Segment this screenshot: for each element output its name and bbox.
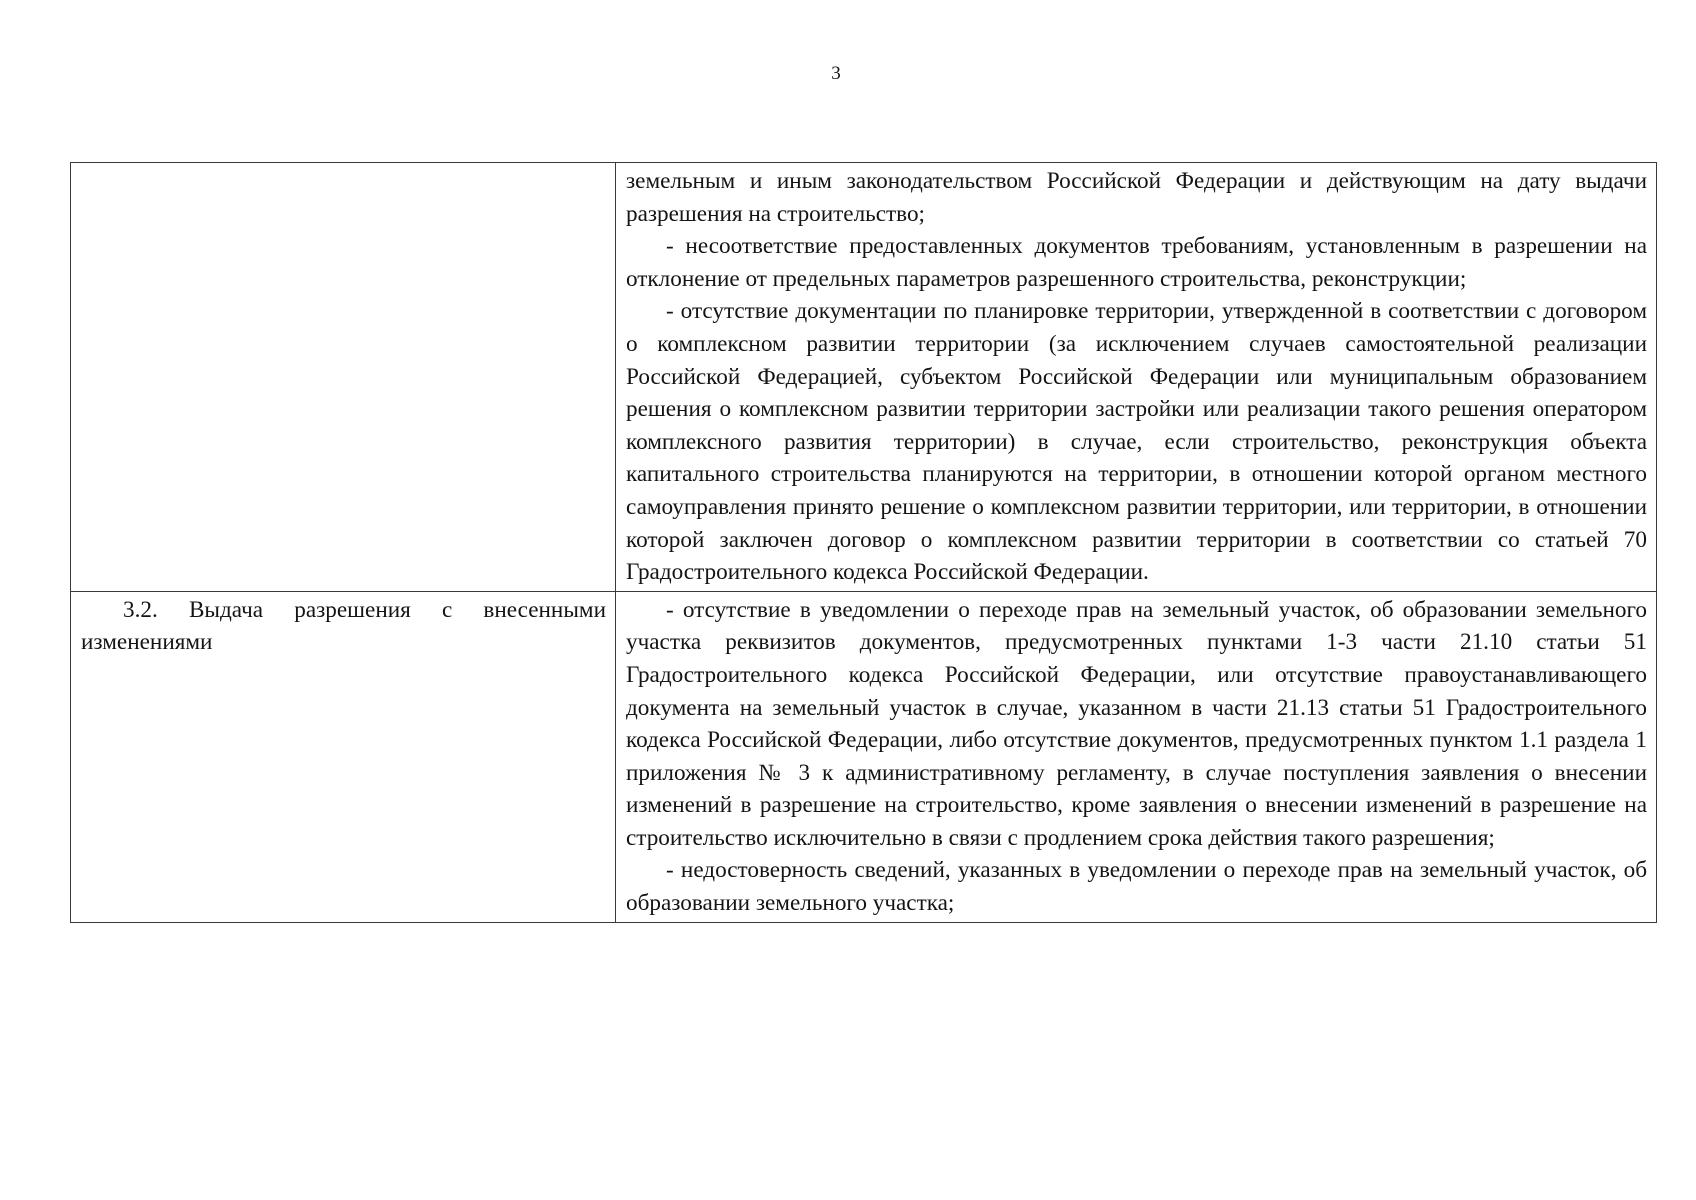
row-label-cell: [71, 591, 616, 922]
paragraph: - недостоверность сведений, указанных в уведомлении о переходе прав на земельный участок, об образовании земельного участка;: [626, 857, 1647, 917]
paragraph: - отсутствие в уведомлении о переходе прав на земельный участок, об образовании земельного участка реквизитов документов, предусмотренных пунктами 1-3 части 21.10 статьи 51 Градостроительного кодекса Российской Федерации, или отсутствие правоустанавливающего документа на земельный участок в случае, указанном в части 21.13 статьи 51 Градостроительного кодекса Российской Федерации, либо отсутствие документов, предусмотренных пунктом 1.1 раздела 1 приложения № 3 к административному регламенту, в случае поступления заявления о внесении изменений в разрешение на строительство, кроме заявления о внесении изменений в разрешение на строительство исключительно в связи с продлением срока действия такого разрешения;: [626, 596, 1647, 851]
row-label: 3.2. Выдача разрешения с внесенными изменениями: [81, 596, 606, 656]
paragraph: - отсутствие документации по планировке территории, утвержденной в соответствии с договором о комплексном развитии территории (за исключением случаев самостоятельной реализации Российской Федерацией, субъектом Российской Федерации или муниципальным образованием решения о комплексном развитии территории застройки или реализации такого решения оператором комплексного развития территории) в случае, если строительство, реконструкция объекта капитального строительства планируются на территории, в отношении которой органом местного самоуправления принято решение о комплексном развитии территории, или территории, в отношении которой заключен договор о комплексном развитии территории в соответствии со статьей 70 Градостроительного кодекса Российской Федерации.: [626, 298, 1647, 586]
row-content-cell: [616, 591, 1657, 922]
row-label-cell: [71, 163, 616, 592]
paragraph: земельным и иным законодательством Российской Федерации и действующим на дату выдачи разрешения на строительство;: [626, 168, 1647, 227]
table-row: [71, 163, 1657, 592]
row-content-cell: [616, 163, 1657, 592]
paragraph: - несоответствие предоставленных документов требованиям, установленным в разрешении на отклонение от предельных параметров разрешенного строительства, реконструкции;: [626, 233, 1647, 292]
page-number: 3: [831, 63, 841, 84]
document-table: [70, 162, 1657, 923]
table-row: [71, 591, 1657, 922]
